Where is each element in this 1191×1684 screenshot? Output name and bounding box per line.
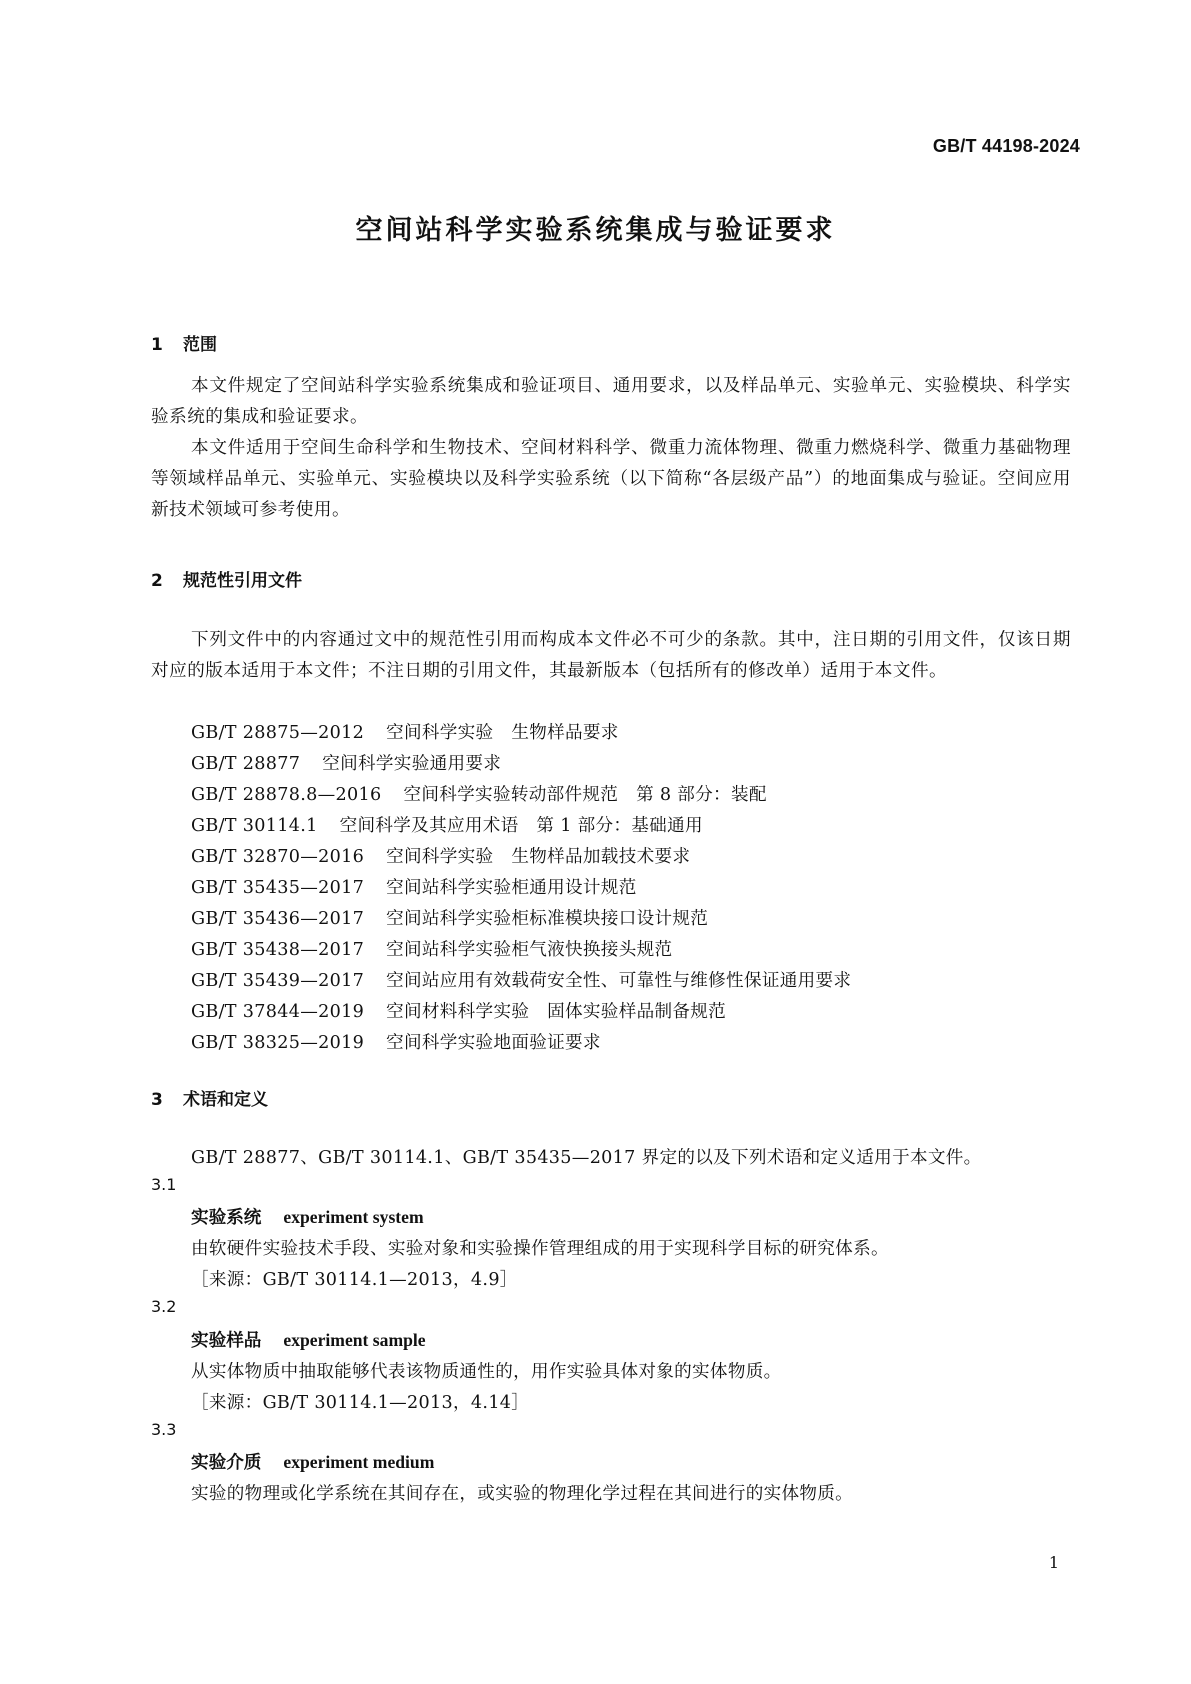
reference-code: GB/T 28878.8—2016 <box>191 785 382 805</box>
reference-title: 空间站科学实验柜通用设计规范 <box>386 878 637 898</box>
reference-code: GB/T 35435—2017 <box>191 878 365 898</box>
term-name <box>191 1327 426 1352</box>
reference-item <box>191 997 851 1028</box>
reference-title: 空间科学实验地面验证要求 <box>386 1033 601 1053</box>
section-number: 1 <box>151 335 163 355</box>
section-2-heading <box>151 566 302 591</box>
term-definition: 实验的物理或化学系统在其间存在，或实验的物理化学过程在其间进行的实体物质。 <box>191 1484 854 1504</box>
reference-item <box>191 904 851 935</box>
term-name-cn: 实验介质 <box>191 1453 262 1473</box>
term-source: ［来源：GB/T 30114.1—2013，4.14］ <box>191 1393 530 1413</box>
reference-title: 空间科学实验通用要求 <box>322 754 502 774</box>
section-title: 范围 <box>183 335 217 355</box>
scope-paragraph-2: 本文件适用于空间生命科学和生物技术、空间材料科学、微重力流体物理、微重力燃烧科学、微重力基础物理等领域样品单元、实验单元、实验模块以及科学实验系统（以下简称“各层级产品”）的地面集成与验证。空间应用新技术领域可参考使用。 <box>151 438 1071 520</box>
standard-code: GB/T 44198-2024 <box>932 136 1080 156</box>
section-1-heading <box>151 330 217 355</box>
term-name-en: experiment medium <box>283 1452 435 1472</box>
reference-item <box>191 1028 851 1059</box>
terms-intro: GB/T 28877、GB/T 30114.1、GB/T 35435—2017 界定的以及下列术语和定义适用于本文件。 <box>191 1148 982 1168</box>
term-number: 3.2 <box>151 1297 177 1316</box>
reference-code: GB/T 32870—2016 <box>191 847 365 867</box>
document-title: 空间站科学实验系统集成与验证要求 <box>355 215 836 246</box>
term-source: ［来源：GB/T 30114.1—2013，4.9］ <box>191 1270 518 1290</box>
reference-code: GB/T 28877 <box>191 754 301 774</box>
section-title: 规范性引用文件 <box>183 571 302 591</box>
reference-code: GB/T 35436—2017 <box>191 909 365 929</box>
reference-title: 空间科学实验 生物样品要求 <box>386 723 619 743</box>
reference-list <box>191 718 851 1059</box>
reference-title: 空间材料科学实验 固体实验样品制备规范 <box>386 1002 727 1022</box>
reference-item <box>191 780 851 811</box>
term-name <box>191 1204 424 1229</box>
reference-title: 空间科学实验 生物样品加载技术要求 <box>386 847 691 867</box>
reference-item <box>191 966 851 997</box>
reference-title: 空间站科学实验柜标准模块接口设计规范 <box>386 909 709 929</box>
reference-item <box>191 873 851 904</box>
term-name-cn: 实验系统 <box>191 1208 262 1228</box>
section-number: 2 <box>151 571 163 591</box>
reference-title: 空间站科学实验柜气液快换接头规范 <box>386 940 673 960</box>
term-definition: 从实体物质中抽取能够代表该物质通性的，用作实验具体对象的实体物质。 <box>191 1362 782 1382</box>
term-name-en: experiment sample <box>283 1330 426 1350</box>
reference-title: 空间站应用有效载荷安全性、可靠性与维修性保证通用要求 <box>386 971 852 991</box>
term-number: 3.3 <box>151 1420 177 1439</box>
term-name-cn: 实验样品 <box>191 1331 262 1351</box>
reference-code: GB/T 37844—2019 <box>191 1002 365 1022</box>
reference-item <box>191 935 851 966</box>
reference-item <box>191 718 851 749</box>
scope-paragraph-1: 本文件规定了空间站科学实验系统集成和验证项目、通用要求，以及样品单元、实验单元、实验模块、科学实验系统的集成和验证要求。 <box>151 376 1071 427</box>
term-name-en: experiment system <box>283 1207 424 1227</box>
normative-references-intro: 下列文件中的内容通过文中的规范性引用而构成本文件必不可少的条款。其中，注日期的引用文件，仅该日期对应的版本适用于本文件；不注日期的引用文件，其最新版本（包括所有的修改单）适用于本文件。 <box>151 630 1071 681</box>
page-number: 1 <box>1048 1553 1059 1572</box>
reference-item <box>191 811 851 842</box>
reference-code: GB/T 35439—2017 <box>191 971 365 991</box>
section-number: 3 <box>151 1090 163 1110</box>
reference-item <box>191 749 851 780</box>
reference-title: 空间科学及其应用术语 第 1 部分：基础通用 <box>339 816 703 836</box>
reference-item <box>191 842 851 873</box>
term-definition: 由软硬件实验技术手段、实验对象和实验操作管理组成的用于实现科学目标的研究体系。 <box>191 1239 889 1259</box>
section-3-heading <box>151 1085 268 1110</box>
reference-code: GB/T 35438—2017 <box>191 940 365 960</box>
reference-code: GB/T 30114.1 <box>191 816 318 836</box>
reference-title: 空间科学实验转动部件规范 第 8 部分：装配 <box>403 785 767 805</box>
term-name <box>191 1449 434 1474</box>
term-number: 3.1 <box>151 1175 177 1194</box>
reference-code: GB/T 38325—2019 <box>191 1033 365 1053</box>
section-title: 术语和定义 <box>183 1090 268 1110</box>
reference-code: GB/T 28875—2012 <box>191 723 365 743</box>
